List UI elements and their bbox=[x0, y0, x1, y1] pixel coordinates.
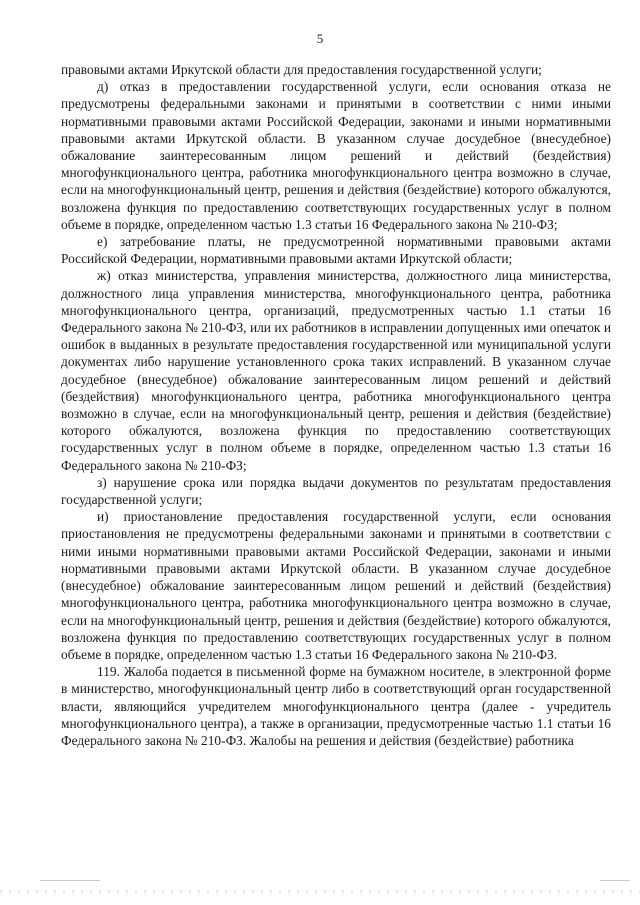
scan-edge-mark bbox=[600, 880, 630, 881]
paragraph: ж) отказ министерства, управления министерства, должностного лица министерства, должностного лица управления министерства, многофункционального центра, работника многофункционального центра, организаций, предусмотренных частью 1.1 статьи 16 Федерального закона № 210-ФЗ, или их работников в исправлении допущенных ими опечаток и ошибок в выданных в результате предоставления государственной или муниципальной услуги документах либо нарушение установленного срока таких исправлений. В указанном случае досудебное (внесудебное) обжалование заинтересованным лицом решений и действий (бездействия) многофункционального центра, работника многофункционального центра возможно в случае, если на многофункциональный центр, решения и действия (бездействие) которого обжалуются, возложена функция по предоставлению соответствующих государственных услуг в полном объеме в порядке, определенном частью 1.3 статьи 16 Федерального закона № 210-ФЗ; bbox=[61, 268, 611, 473]
paragraph: д) отказ в предоставлении государственной услуги, если основания отказа не предусмотрены федеральными законами и принятыми в соответствии с ними иными нормативными правовыми актами Российской Федерации, законами и иными нормативными правовыми актами Иркутской области. В указанном случае досудебное (внесудебное) обжалование заинтересованным лицом решений и действий (бездействия) многофункционального центра, работника многофункционального центра возможно в случае, если на многофункциональный центр, решения и действия (бездействие) которого обжалуются, возложена функция по предоставлению соответствующих государственных услуг в полном объеме в порядке, определенном частью 1.3 статьи 16 Федерального закона № 210-ФЗ; bbox=[61, 79, 611, 232]
scan-artifact-dots bbox=[0, 890, 640, 893]
paragraph: 119. Жалоба подается в письменной форме на бумажном носителе, в электронной форме в министерство, многофункциональный центр либо в соответствующий орган государственной власти, являющийся учредителем многофункционального центра (далее - учредитель многофункционального центра), а также в организации, предусмотренные частью 1.1 статьи 16 Федерального закона № 210-ФЗ. Жалобы на решения и действия (бездействие) работника bbox=[61, 664, 611, 748]
paragraph: правовыми актами Иркутской области для предоставления государственной услуги; bbox=[61, 62, 542, 77]
paragraph: е) затребование платы, не предусмотренной нормативными правовыми актами Российской Федерации, нормативными правовыми актами Иркутской области; bbox=[61, 234, 611, 267]
scan-edge-mark bbox=[40, 880, 100, 881]
page-number: 5 bbox=[316, 31, 324, 46]
paragraph: з) нарушение срока или порядка выдачи документов по результатам предоставления государственной услуги; bbox=[61, 474, 611, 508]
paragraph: и) приостановление предоставления государственной услуги, если основания приостановления не предусмотрены федеральными законами и принятыми в соответствии с ними иными нормативными правовыми актами Российской Федерации, законами и иными нормативными правовыми актами Иркутской области. В указанном случае досудебное (внесудебное) обжалование заинтересованным лицом решений и действий (бездействия) многофункционального центра, работника многофункционального центра возможно в случае, если на многофункциональный центр, решения и действия (бездействие) которого обжалуются, возложена функция по предоставлению соответствующих государственных услуг в полном объеме в порядке, определенном частью 1.3 статьи 16 Федерального закона № 210-ФЗ. bbox=[61, 509, 611, 662]
document-body bbox=[61, 61, 611, 749]
